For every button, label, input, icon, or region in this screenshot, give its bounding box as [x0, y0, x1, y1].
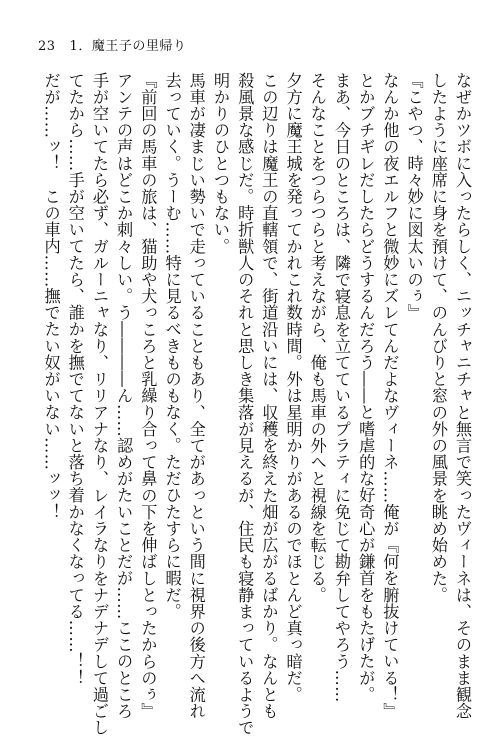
text-line: 馬車が凄まじい勢いで走っていることもあり、全てがあっという間に視界の後方へ流れ [186, 72, 206, 720]
page-number: 23 [38, 39, 56, 54]
text-line: 去っていく。うーむ……特に見るべきものもなく。ただひたすらに暇だ。 [162, 72, 182, 620]
text-line: 明かりのひとつもない。 [210, 72, 230, 255]
running-head [38, 35, 186, 54]
text-line: とかブチギレだしたらどうするんだろう――と嗜虐的な好奇心が鎌首をもたげたが。 [356, 72, 376, 703]
text-line: なぜかツボに入ったらしく、ニッチャニチャと無言で笑ったヴィーネは、そのまま観念 [453, 72, 472, 720]
text-line: したように座席に身を預けて、のんびりと窓の外の風景を眺め始めた。 [428, 72, 448, 604]
text-line: そんなことをつらつらと考えながら、俺も馬車の外へと視線を転じる。 [307, 72, 327, 604]
text-line: まあ、今日のところは、隣で寝息を立てているプラティに免じて勘弁してやろう…… [331, 72, 351, 703]
text-line: アンテの声はどこか刺々しい。う――――ん……認めがたいことだが……ここのところ [114, 72, 134, 720]
vertical-body-text [38, 72, 474, 736]
text-line: てたから……手が空いてたら、誰かを撫でてないと落ち着かなくなってる……！！ [65, 72, 85, 687]
text-line: 『前回の馬車の旅は、猫助や犬っころと乳繰り合って鼻の下を伸ばしとったからのぅ』 [138, 72, 158, 720]
text-line: 手が空いてたら必ず、ガルーニャなり、リリアナなり、レイラなりをナデナデして過ごし [89, 72, 109, 736]
text-line: 『こやつ、時々妙に図太いのぅ』 [404, 72, 424, 321]
text-line: 殺風景な感じだ。時折獣人のそれと思しき集落が見えるが、住民も寝静まっているようで [235, 72, 255, 736]
text-line: この辺りは魔王の直轄領で、街道沿いには、収穫を終えた畑が広がるばかり。なんとも [259, 72, 279, 720]
text-line: だが……ッ！ この車内……撫でたい奴がいない……ッッ！ [41, 72, 61, 521]
chapter-title: 1．魔王子の里帰り [69, 39, 187, 54]
text-line: 夕方に魔王城を発ってかれこれ数時間。外は星明かりがあるのでほとんど真っ暗だ。 [283, 72, 303, 703]
text-line: なんか他の夜エルフと微妙にズレてんだよなヴィーネ……俺が『何を腑抜けている！』 [380, 72, 400, 720]
